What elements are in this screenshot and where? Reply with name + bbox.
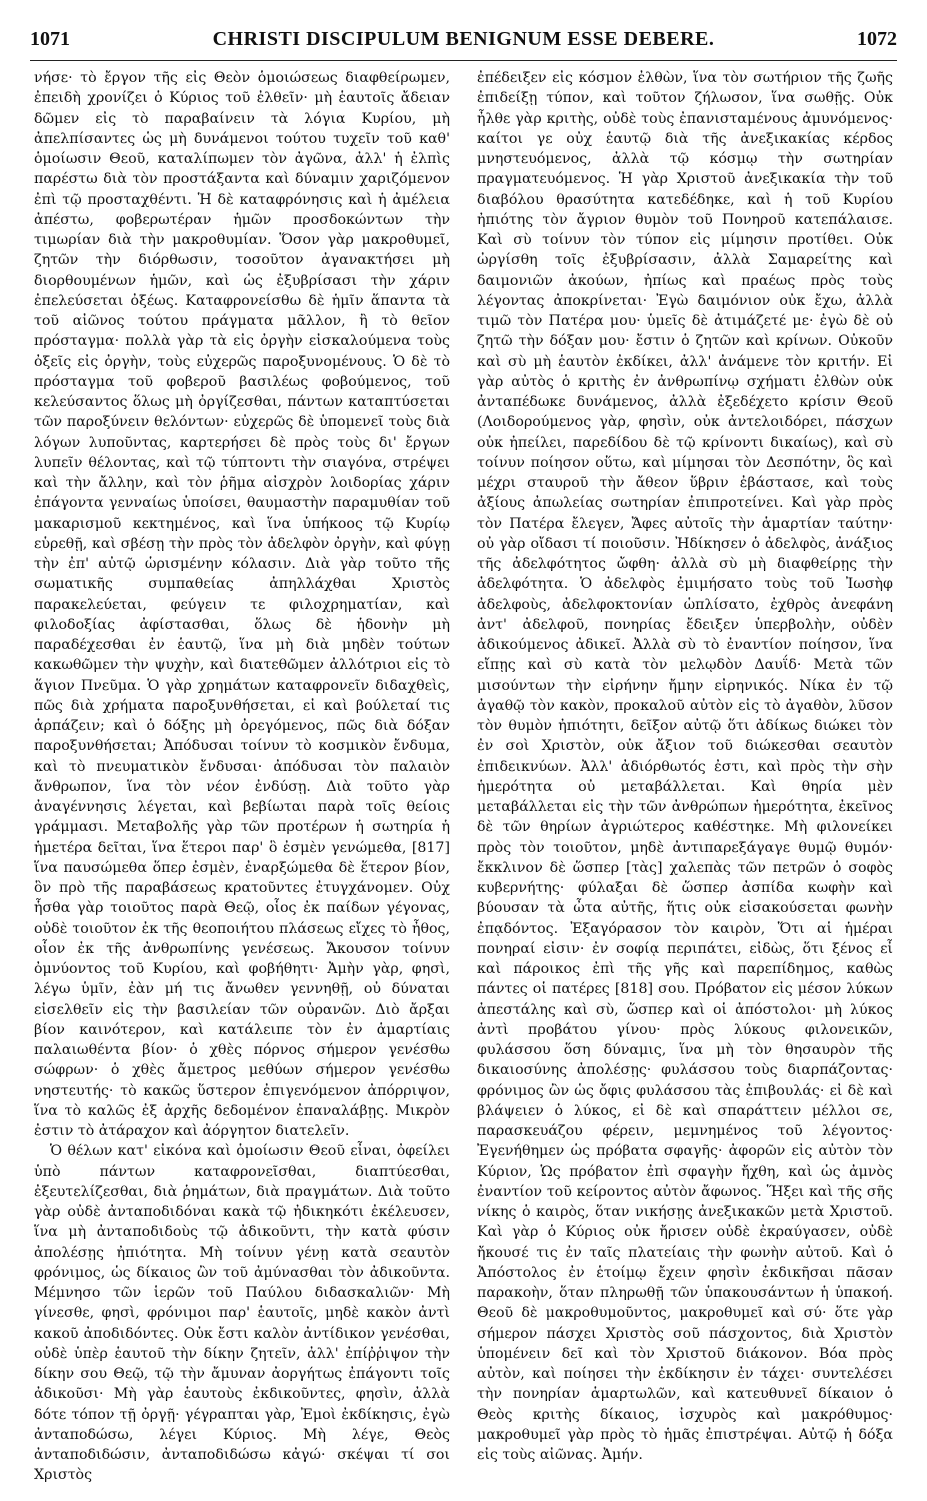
right-column-number: 1072: [857, 28, 897, 50]
left-column-number: 1071: [30, 28, 70, 50]
right-text-column: [477, 68, 898, 1488]
running-title: CHRISTI DISCIPULUM BENIGNUM ESSE DEBERE.: [212, 28, 715, 50]
page-header: [30, 28, 897, 54]
left-column-text: νήσε· τὸ ἔργον τῆς εἰς Θεὸν ὁμοιώσεως διαφθείρωμεν, ἐπειδὴ χρονίζει ὁ Κύριος τοῦ ἐλθεῖν· μὴ ἑαυτοῖς ἄδειαν δῶμεν εἰς τὸ παραβαίνειν τὰ λόγια Κυρίου, μὴ ἀπελπίσαντες ὡς μὴ δυνάμενοι τούτου τυχεῖν τοῦ καθ' ὁμοίωσιν Θεοῦ, καταλίπωμεν τὸν ἀγῶνα, ἀλλ' ἡ ἐλπὶς παρέστω διὰ τὸν προστάξαντα καὶ δύναμιν χαριζόμενον ἐπὶ τῷ προσταχθέντι. Ἡ δὲ καταφρόνησις καὶ ἡ ἀμέλεια ἀπέστω, φοβερωτέραν ἡμῶν προσδοκώντων τὴν τιμωρίαν διὰ τὴν μακροθυμίαν. Ὅσον γὰρ μακροθυμεῖ, ζητῶν τὴν διόρθωσιν, τοσοῦτον ἀγανακτήσει μὴ διορθουμένων ἡμῶν, καὶ ὡς ἐξυβρίσασι τὴν χάριν ἐπελεύσεται ὀξέως. Καταφρονείσθω δὲ ἡμῖν ἅπαντα τὰ τοῦ αἰῶνος τούτου πράγματα μᾶλλον, ἢ τὸ θεῖον πρόσταγμα· πολλὰ γὰρ τὰ εἰς ὀργὴν εἰσκαλούμενα τοὺς ὀξεῖς εἰς ὀργὴν, τοὺς εὐχερῶς παροξυνομένους. Ὁ δὲ τὸ πρόσταγμα τοῦ φοβεροῦ βασιλέως φοβούμενος, τοῦ κελεύσαντος ὅλως μὴ ὀργίζεσθαι, πάντων καταπτύσεται τῶν παροξύνειν θελόντων· εὐχερῶς δὲ ὑπομενεῖ τοὺς διὰ λόγων λυποῦντας, καρτερήσει δὲ πρὸς τοὺς δι' ἔργων λυπεῖν θέλοντας, καὶ τῷ τύπτοντι τὴν σιαγόνα, στρέψει καὶ τὴν ἄλλην, καὶ τὸν ῥῆμα αἰσχρὸν λοιδορίας χάριν ἐπάγοντα γενναίως ὑποίσει, θαυμαστὴν παραμυθίαν τοῦ μακαρισμοῦ κεκτημένος, καὶ ἵνα ὑπήκοος τῷ Κυρίῳ εὑρεθῇ, καὶ σβέσῃ τὴν πρὸς τὸν ἀδελφὸν ὀργὴν, καὶ φύγῃ τὴν ἐπ' αὐτῷ ὡρισμένην κόλασιν. Διὰ γὰρ τοῦτο τῆς σωματικῆς συμπαθείας ἀπηλλάχθαι Χριστὸς παρακελεύεται, φεύγειν τε φιλοχρηματίαν, καὶ φιλοδοξίας ἀφίστασθαι, ὅλως δὲ ἡδονὴν μὴ παραδέχεσθαι ἐν ἑαυτῷ, ἵνα μὴ διὰ μηδὲν τούτων κακωθῶμεν τὴν ψυχὴν, καὶ διατεθῶμεν ἀλλότριοι εἰς τὸ ἅγιον Πνεῦμα. Ὁ γὰρ χρημάτων καταφρονεῖν διδαχθεὶς, πῶς διὰ χρήματα παροξυνθήσεται, εἰ καὶ βούλεταί τις ἁρπάζειν; καὶ ὁ δόξης μὴ ὀρεγόμενος, πῶς διὰ δόξαν παροξυνθήσεται; Ἀπόδυσαι τοίνυν τὸ κοσμικὸν ἔνδυμα, καὶ τὸ πνευματικὸν ἔνδυσαι· ἀπόδυσαι τὸν παλαιὸν ἄνθρωπον, ἵνα τὸν νέον ἐνδύσῃ. Διὰ τοῦτο γὰρ ἀναγέννησις λέγεται, καὶ βεβίωται παρὰ τοῖς θείοις γράμμασι. Μεταβολῆς γὰρ τῶν προτέρων ἡ σωτηρία ἡ ἡμετέρα δεῖται, ἵνα ἕτεροι παρ' ὃ ἐσμὲν γενώμεθα, [817] ἵνα παυσώμεθα ὅπερ ἐσμὲν, ἐναρξώμεθα δὲ ἕτερον βίον, ὃν πρὸ τῆς παραβάσεως κρατοῦντες ἐτυγχάνομεν. Οὐχ ἧσθα γὰρ τοιοῦτος παρὰ Θεῷ, οἷος ἐκ παίδων γέγονας, οὐδὲ τοιοῦτον ἐκ τῆς θεοποιήτου πλάσεως εἴχες τὸ ἦθος, οἷον ἐκ τῆς ἀνθρωπίνης γενέσεως. Ἄκουσον τοίνυν ὀμνύοντος τοῦ Κυρίου, καὶ φοβήθητι· Ἀμὴν γὰρ, φησὶ, λέγω ὑμῖν, ἐὰν μή τις ἄνωθεν γεννηθῇ, οὐ δύναται εἰσελθεῖν εἰς τὴν βασιλείαν τῶν οὐρανῶν. Διὸ ἄρξαι βίον καινότερον, καὶ κατάλειπε τὸν ἐν ἁμαρτίαις παλαιωθέντα βίον· ὁ χθὲς πόρνος σήμερον γενέσθω σώφρων· ὁ χθὲς ἄμετρος μεθύων σήμερον γενέσθω νηστευτής· τὸ κακῶς ὕστερον ἐπιγενόμενον ἀπόρριψον, ἵνα τὸ καλῶς ἐξ ἀρχῆς δεδομένον ἐπαναλάβῃς. Μικρὸν ἐστιν τὸ ἀτάραχον καὶ ἀόργητον διατελεῖν. Ὁ θέλων κατ' εἰκόνα καὶ ὁμοίωσιν Θεοῦ εἶναι, ὀφείλει ὑπὸ πάντων καταφρονεῖσθαι, διαπτύεσθαι, ἐξευτελίζεσθαι, διὰ ῥημάτων, διὰ πραγμάτων. Διὰ τοῦτο γὰρ οὐδὲ ἀνταποδιδόναι κακὰ τῷ ἠδικηκότι ἐκέλευσεν, ἵνα μὴ ἀνταποδιδοὺς τῷ ἀδικοῦντι, τὴν κατὰ φύσιν ἀπολέσῃς ἠπιότητα. Μὴ τοίνυν γένῃ κατὰ σεαυτὸν φρόνιμος, ὡς δίκαιος ὢν τοῦ ἀμύνασθαι τὸν ἀδικοῦντα. Μέμνησο τῶν ἱερῶν τοῦ Παύλου διδασκαλιῶν· Μὴ γίνεσθε, φησὶ, φρόνιμοι παρ' ἑαυτοῖς, μηδὲ κακὸν ἀντὶ κακοῦ ἀποδιδόντες. Οὐκ ἔστι καλὸν ἀντίδικον γενέσθαι, οὐδὲ ὑπὲρ ἑαυτοῦ τὴν δίκην ζητεῖν, ἀλλ' ἐπίῤῥιψον τὴν δίκην σου Θεῷ, τῷ τὴν ἄμυναν ἀοργήτως ἐπάγοντι τοῖς ἀδικοῦσι· Μὴ γὰρ ἑαυτοὺς ἐκδικοῦντες, φησὶν, ἀλλὰ δότε τόπον τῇ ὀργῇ· γέγραπται γὰρ, Ἐμοὶ ἐκδίκησις, ἐγὼ ἀνταποδώσω, λέγει Κύριος. Μὴ λέγε, Θεὸς ἀνταποδιδώσιν, ἀνταποδιδώσω κἀγώ· σκέψαι τί σοι Χριστὸς: [34, 70, 451, 1484]
right-column-text: ἐπέδειξεν εἰς κόσμον ἐλθὼν, ἵνα τὸν σωτήριον τῆς ζωῆς ἐπιδείξῃ τύπον, καὶ τοῦτον ζήλωσον, ἵνα σωθῇς. Οὐκ ἦλθε γὰρ κριτὴς, οὐδὲ τοὺς ἐπανισταμένους ἀμυνόμενος· καίτοι γε οὐχ ἑαυτῷ διὰ τῆς ἀνεξικακίας κέρδος μνηστευόμενος, ἀλλὰ τῷ κόσμῳ τὴν σωτηρίαν πραγματευόμενος. Ἡ γὰρ Χριστοῦ ἀνεξικακία τὴν τοῦ διαβόλου θρασύτητα κατεδέδηκε, καὶ ἡ τοῦ Κυρίου ἠπιότης τὸν ἄγριον θυμὸν τοῦ Πονηροῦ κατεπάλαισε. Καὶ σὺ τοίνυν τὸν τύπον εἰς μίμησιν προτίθει. Οὐκ ὠργίσθη τοῖς ἐξυβρίσασιν, ἀλλὰ Σαμαρείτης καὶ δαιμονιῶν ἀκούων, ἠπίως καὶ πραέως πρὸς τοὺς λέγοντας ἀποκρίνεται· Ἐγὼ δαιμόνιον οὐκ ἔχω, ἀλλὰ τιμῶ τὸν Πατέρα μου· ὑμεῖς δὲ ἀτιμάζετέ με· ἐγὼ δὲ οὐ ζητῶ τὴν δόξαν μου· ἔστιν ὁ ζητῶν καὶ κρίνων. Οὐκοῦν καὶ σὺ μὴ ἑαυτὸν ἐκδίκει, ἀλλ' ἀνάμενε τὸν κριτήν. Εἰ γὰρ αὐτὸς ὁ κριτὴς ἐν ἀνθρωπίνῳ σχήματι ἐλθὼν οὐκ ἀνταπέδωκε δυνάμενος, ἀλλὰ ἐξεδέχετο κρίσιν Θεοῦ (Λοιδορούμενος γὰρ, φησὶν, οὐκ ἀντελοιδόρει, πάσχων οὐκ ἠπείλει, παρεδίδου δὲ τῷ κρίνοντι δικαίως), καὶ σὺ τοίνυν ποίησον οὕτω, καὶ μίμησαι τὸν Δεσπότην, ὃς καὶ μέχρι σταυροῦ τὴν ἄθεον ὕβριν ἐβάστασε, καὶ τοὺς ἀξίους ἀπωλείας σωτηρίαν ἐπιπροτείνει. Καὶ γὰρ πρὸς τὸν Πατέρα ἔλεγεν, Ἄφες αὐτοῖς τὴν ἁμαρτίαν ταύτην· οὐ γὰρ οἴδασι τί ποιοῦσιν. Ἠδίκησεν ὁ ἀδελφὸς, ἀνάξιος τῆς ἀδελφότητος ὤφθη· ἀλλὰ σὺ μὴ διαφθείρῃς τὴν ἀδελφότητα. Ὁ ἀδελφὸς ἐμιμήσατο τοὺς τοῦ Ἰωσὴφ ἀδελφοὺς, ἀδελφοκτονίαν ὡπλίσατο, ἐχθρὸς ἀνεφάνη ἀντ' ἀδελφοῦ, πονηρίας ἔδειξεν ὑπερβολὴν, οὐδὲν ἀδικούμενος ἀδικεῖ. Ἀλλὰ σὺ τὸ ἐναντίον ποίησον, ἵνα εἴπῃς καὶ σὺ κατὰ τὸν μελῳδὸν Δαυΐδ· Μετὰ τῶν μισούντων τὴν εἰρήνην ἤμην εἰρηνικός. Νίκα ἐν τῷ ἀγαθῷ τὸν κακὸν, προκαλοῦ αὐτὸν εἰς τὸ ἀγαθὸν, λῦσον τὸν θυμὸν ἠπιότητι, δεῖξον αὐτῷ ὅτι ἀδίκως διώκει τὸν ἐν σοὶ Χριστὸν, οὐκ ἄξιον τοῦ διώκεσθαι σεαυτὸν ἐπιδεικνύων. Ἀλλ' ἀδιόρθωτός ἐστι, καὶ πρὸς τὴν σὴν ἡμερότητα οὐ μεταβάλλεται. Καὶ θηρία μὲν μεταβάλλεται εἰς τὴν τῶν ἀνθρώπων ἡμερότητα, ἐκεῖνος δὲ τῶν θηρίων ἀγριώτερος καθέστηκε. Μὴ φιλονείκει πρὸς τὸν τοιοῦτον, μηδὲ ἀντιπαρεξάγαγε θυμῷ θυμόν· ἔκκλινον δὲ ὥσπερ [τὰς] χαλεπὰς τῶν πετρῶν ὁ σοφὸς κυβερνήτης· φύλαξαι δὲ ὥσπερ ἀσπίδα κωφὴν καὶ βύουσαν τὰ ὦτα αὐτῆς, ἥτις οὐκ εἰσακούσεται φωνὴν ἐπᾳδόντος. Ἐξαγόρασον τὸν καιρὸν, Ὅτι αἱ ἡμέραι πονηραί εἰσιν· ἐν σοφίᾳ περιπάτει, εἰδὼς, ὅτι ξένος εἶ καὶ πάροικος ἐπὶ τῆς γῆς καὶ παρεπίδημος, καθὼς πάντες οἱ πατέρες [818] σου. Πρόβατον εἰς μέσον λύκων ἀπεστάλης καὶ σὺ, ὥσπερ καὶ οἱ ἀπόστολοι· μὴ λύκος ἀντὶ προβάτου γίνου· πρὸς λύκους φιλονεικῶν, φυλάσσου ὅση δύναμις, ἵνα μὴ τὸν θησαυρὸν τῆς δικαιοσύνης ἀπολέσῃς· φυλάσσου τοὺς διαρπάζοντας· φρόνιμος ὢν ὡς ὄφις φυλάσσου τὰς ἐπιβουλάς· εἰ δὲ καὶ βλάψειεν ὁ λύκος, εἰ δὲ καὶ σπαράττειν μέλλοι σε, παρασκευάζου φέρειν, μεμνημένος τοῦ λέγοντος· Ἐγενήθημεν ὡς πρόβατα σφαγῆς· ἀφορῶν εἰς αὐτὸν τὸν Κύριον, Ὡς πρόβατον ἐπὶ σφαγὴν ἤχθη, καὶ ὡς ἀμνὸς ἐναντίον τοῦ κείροντος αὐτὸν ἄφωνος. Ἥξει καὶ τῆς σῆς νίκης ὁ καιρὸς, ὅταν νικήσῃς ἀνεξικακῶν μετὰ Χριστοῦ. Καὶ γὰρ ὁ Κύριος οὐκ ἤρισεν οὐδὲ ἐκραύγασεν, οὐδὲ ἤκουσέ τις ἐν ταῖς πλατείαις τὴν φωνὴν αὐτοῦ. Καὶ ὁ Ἀπόστολος ἐν ἑτοίμῳ ἔχειν φησὶν ἐκδικῆσαι πᾶσαν παρακοὴν, ὅταν πληρωθῇ τῶν ὑπακουσάντων ἡ ὑπακοή. Θεοῦ δὲ μακροθυμοῦντος, μακροθυμεῖ καὶ σύ· ὅτε γὰρ σήμερον πάσχει Χριστὸς σοῦ πάσχοντος, διὰ Χριστὸν ὑπομένειν δεῖ καὶ τὸν Χριστοῦ διάκονον. Βόα πρὸς αὐτὸν, καὶ ποίησει τὴν ἐκδίκησιν ἐν τάχει· συντελέσει τὴν πονηρίαν ἁμαρτωλῶν, καὶ κατευθυνεῖ δίκαιον ὁ Θεὸς κριτὴς δίκαιος, ἰσχυρὸς καὶ μακρόθυμος· μακροθυμεῖ γὰρ πρὸς τὸ ἡμᾶς ἐπιστρέψαι. Αὐτῷ ἡ δόξα εἰς τοὺς αἰῶνας. Ἀμήν.: [477, 70, 898, 1463]
header-rule: [30, 60, 897, 61]
left-text-column: [34, 68, 450, 1488]
